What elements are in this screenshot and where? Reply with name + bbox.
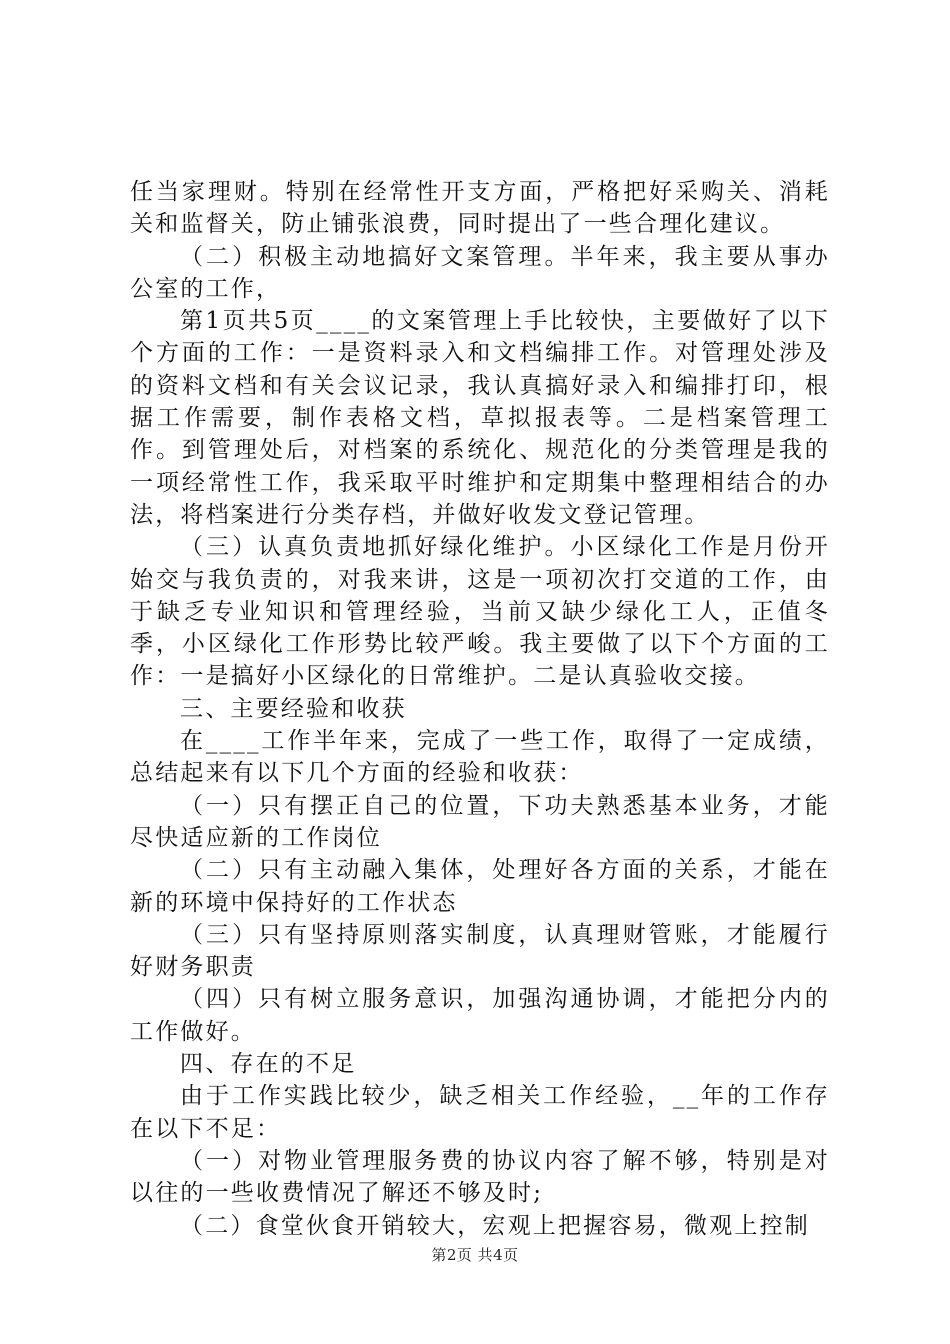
paragraph-shortcomings-intro: 由于工作实践比较少，缺乏相关工作经验，__年的工作存在以下不足：	[130, 1083, 830, 1142]
paragraph-experience-3: （三）只有坚持原则落实制度，认真理财管账，才能履行好财务职责	[130, 921, 830, 981]
paragraph-document-management: 第1页共5页____的文案管理上手比较快，主要做好了以下个方面的工作：一是资料录入和文档编排工作。对管理处涉及的资料文档和有关会议记录，我认真搞好录入和编排打印，根据工作需要，制作表格文档，草拟报表等。二是档案管理工作。到管理处后，对档案的系统化、规范化的分类管理是我的一项经常性工作，我采取平时维护和定期集中整理相结合的办法，将档案进行分类存档，并做好收发文登记管理。	[130, 308, 830, 528]
paragraph-experience-intro: 在____工作半年来，完成了一些工作，取得了一定成绩，总结起来有以下几个方面的经验和收获：	[130, 728, 830, 787]
paragraph-continuation: 任当家理财。特别在经常性开支方面，严格把好采购关、消耗关和监督关，防止铺张浪费，同时提出了一些合理化建议。	[130, 179, 830, 238]
paragraph-experience-1: （一）只有摆正自己的位置，下功夫熟悉基本业务，才能尽快适应新的工作岗位	[130, 792, 830, 851]
page-footer: 第2页 共4页	[431, 1246, 519, 1264]
paragraph-shortcoming-2: （二）食堂伙食开销较大，宏观上把握容易，微观上控制	[180, 1212, 810, 1239]
heading-shortcomings: 四、存在的不足	[180, 1051, 357, 1078]
document-body	[130, 176, 830, 1242]
paragraph-experience-4: （四）只有树立服务意识，加强沟通协调，才能把分内的工作做好。	[130, 986, 830, 1045]
paragraph-experience-2: （二）只有主动融入集体，处理好各方面的关系，才能在新的环境中保持好的工作状态	[130, 857, 830, 916]
paragraph-section-2: （二）积极主动地搞好文案管理。半年来，我主要从事办公室的工作，	[130, 243, 830, 302]
paragraph-shortcoming-1: （一）对物业管理服务费的协议内容了解不够，特别是对以往的一些收费情况了解还不够及时;	[130, 1147, 830, 1207]
paragraph-section-3: （三）认真负责地抓好绿化维护。小区绿化工作是月份开始交与我负责的，对我来讲，这是一项初次打交道的工作，由于缺乏专业知识和管理经验，当前又缺少绿化工人，正值冬季，小区绿化工作形势比较严峻。我主要做了以下个方面的工作：一是搞好小区绿化的日常维护。二是认真验收交接。	[130, 534, 830, 690]
heading-experience: 三、主要经验和收获	[180, 695, 407, 722]
